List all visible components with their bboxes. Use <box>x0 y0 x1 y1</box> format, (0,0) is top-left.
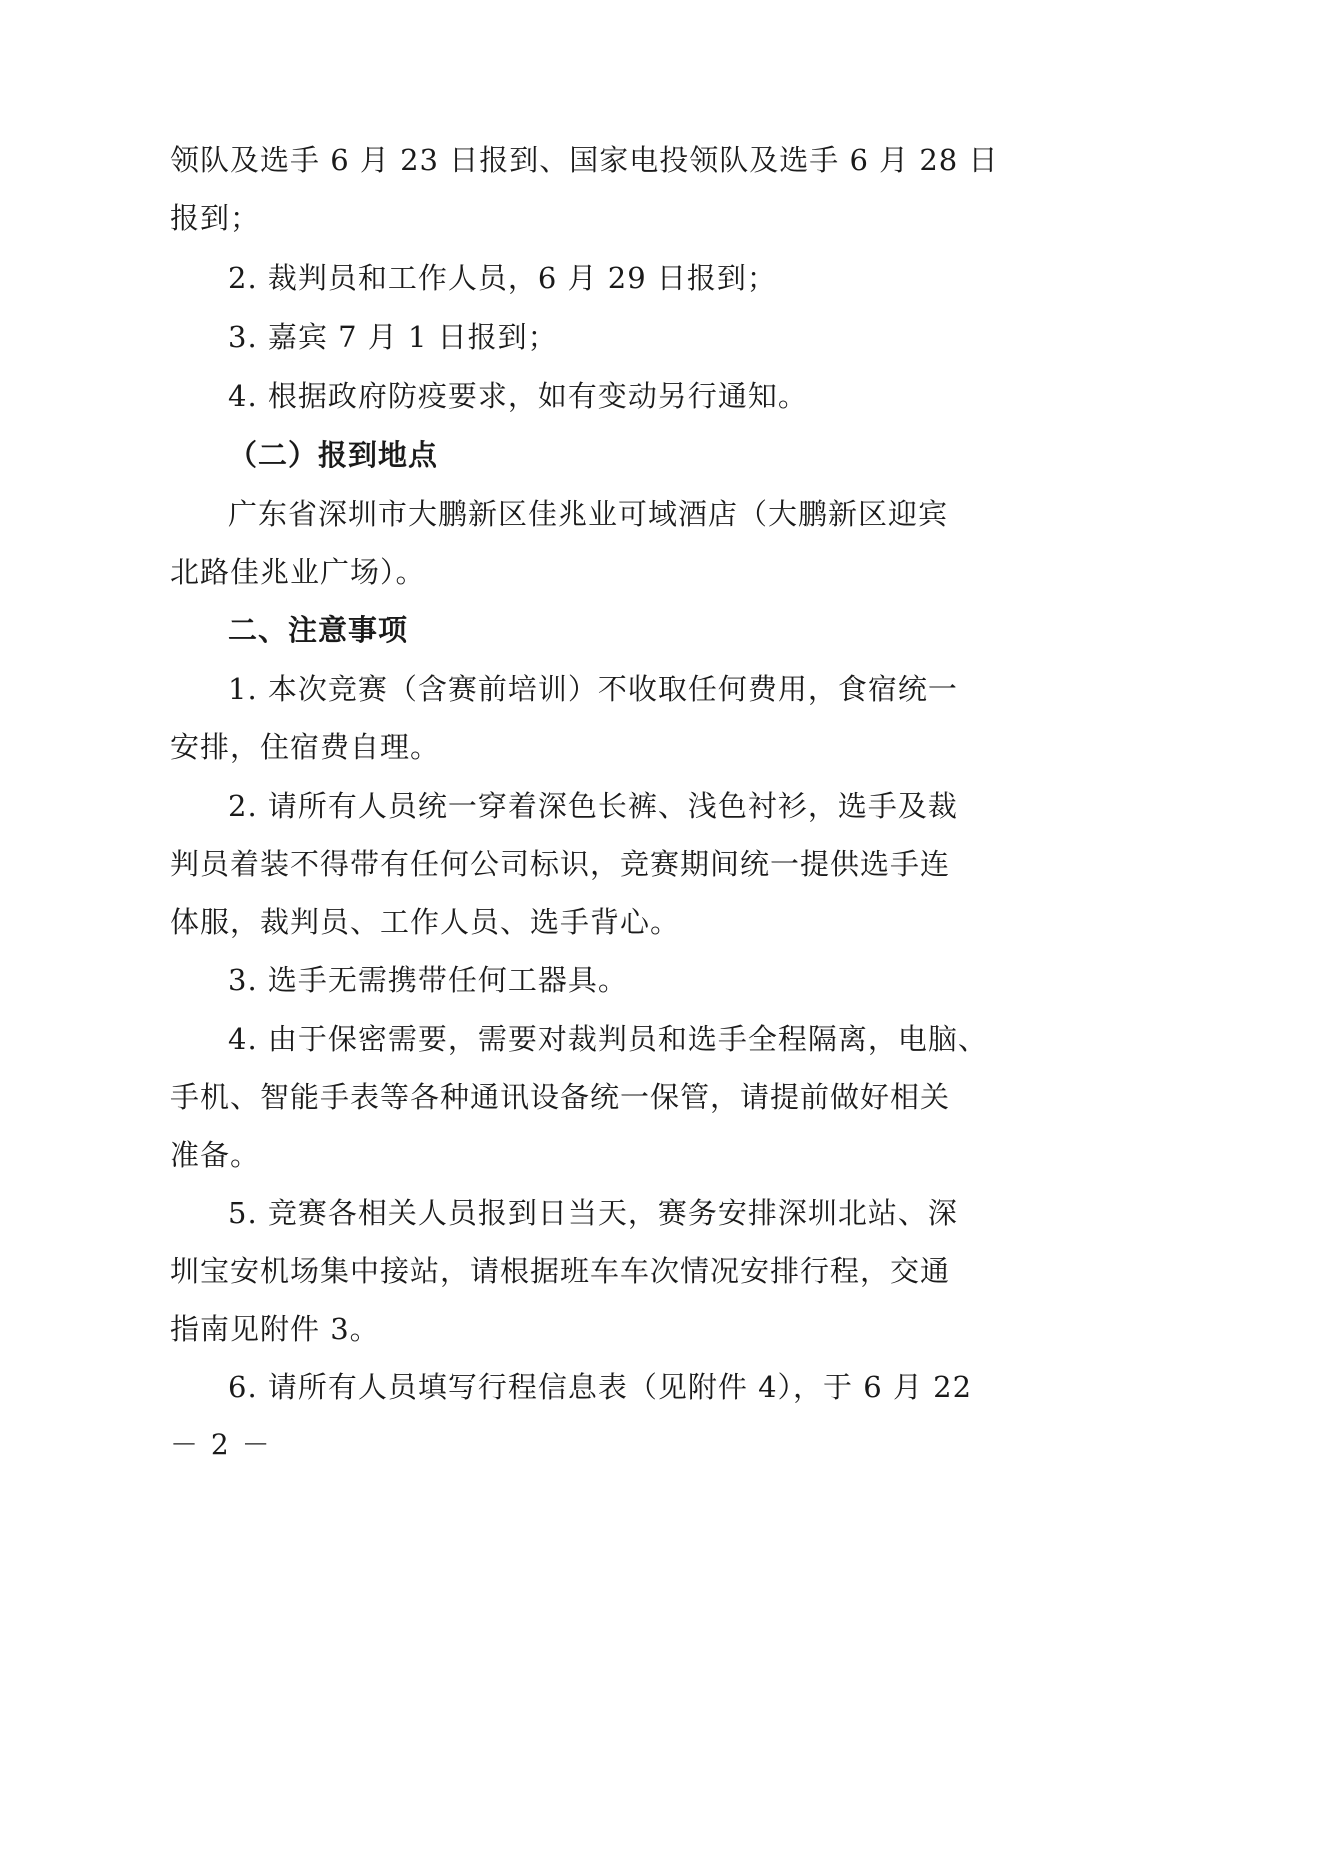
location-line-2: 北路佳兆业广场）。 <box>170 555 426 589</box>
note-5-line-2: 圳宝安机场集中接站，请根据班车车次情况安排行程，交通 <box>170 1254 951 1288</box>
section-heading-notes: 二、注意事项 <box>228 613 409 647</box>
subheading-location: （二）报到地点 <box>228 438 439 472</box>
location-line-1: 广东省深圳市大鹏新区佳兆业可域酒店（大鹏新区迎宾 <box>228 497 949 531</box>
note-2-line-1: 2. 请所有人员统一穿着深色长裤、浅色衬衫，选手及裁 <box>228 789 958 823</box>
note-4-line-3: 准备。 <box>170 1138 261 1172</box>
note-4-line-1: 4. 由于保密需要，需要对裁判员和选手全程隔离，电脑、 <box>228 1022 988 1056</box>
list-item-3-arrival: 3. 嘉宾 7 月 1 日报到； <box>228 320 558 354</box>
note-2-line-3: 体服，裁判员、工作人员、选手背心。 <box>170 905 681 939</box>
note-2-line-2: 判员着装不得带有任何公司标识，竞赛期间统一提供选手连 <box>170 847 951 881</box>
note-6-line-1: 6. 请所有人员填写行程信息表（见附件 4），于 6 月 22 <box>228 1370 973 1404</box>
text-line-1: 领队及选手 6 月 23 日报到、国家电投领队及选手 6 月 28 日 <box>170 143 999 177</box>
note-5-line-3: 指南见附件 3。 <box>170 1312 380 1346</box>
note-5-line-1: 5. 竞赛各相关人员报到日当天，赛务安排深圳北站、深 <box>228 1196 958 1230</box>
note-3-line-1: 3. 选手无需携带任何工器具。 <box>228 963 628 997</box>
note-1-line-1: 1. 本次竞赛（含赛前培训）不收取任何费用，食宿统一 <box>228 672 958 706</box>
note-4-line-2: 手机、智能手表等各种通讯设备统一保管，请提前做好相关 <box>170 1080 951 1114</box>
page-number: － 2 － <box>170 1428 272 1461</box>
note-1-line-2: 安排，住宿费自理。 <box>170 730 441 764</box>
list-item-4-arrival: 4. 根据政府防疫要求，如有变动另行通知。 <box>228 379 808 413</box>
list-item-2-arrival: 2. 裁判员和工作人员，6 月 29 日报到； <box>228 261 777 295</box>
text-line-2: 报到； <box>170 201 261 235</box>
